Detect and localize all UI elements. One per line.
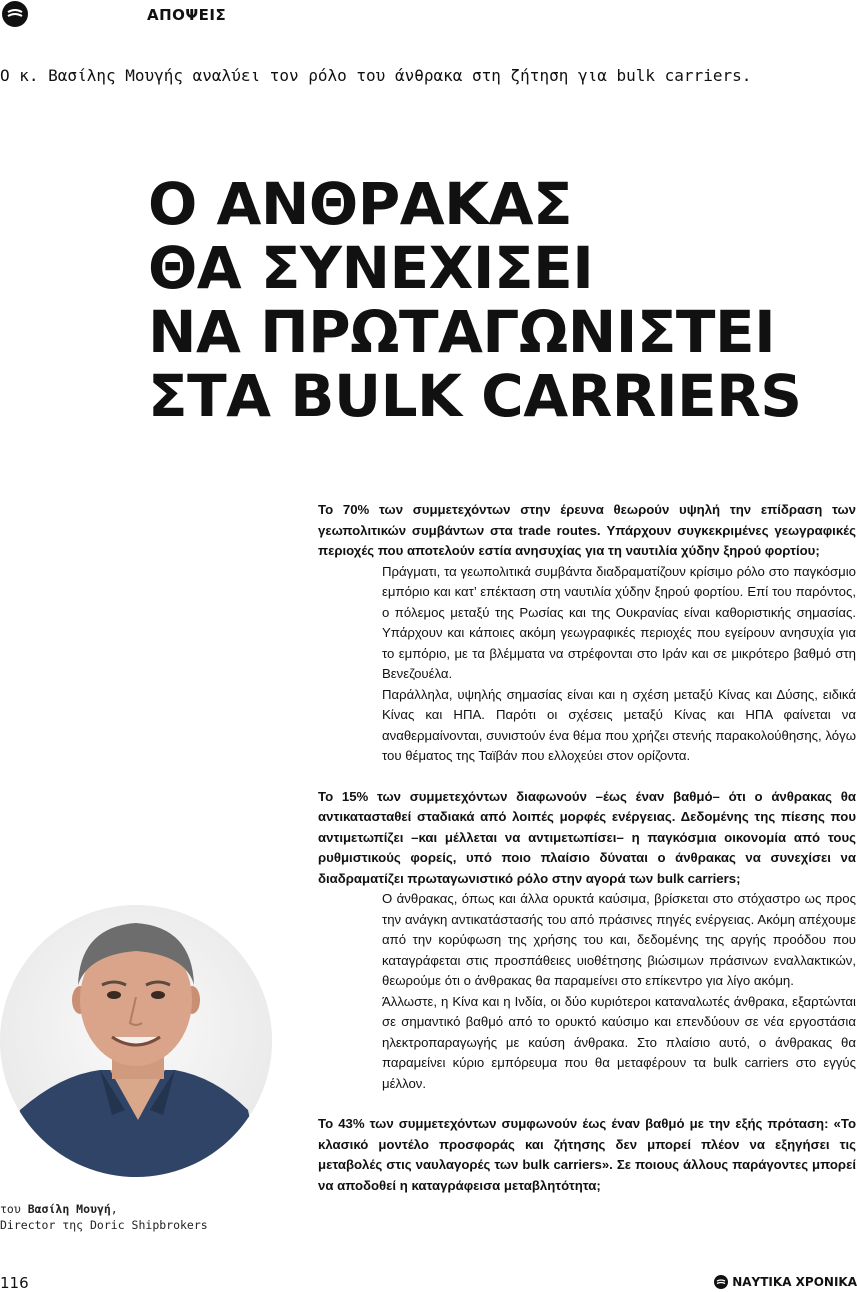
magazine-logo-icon <box>2 1 28 27</box>
portrait-photo <box>0 905 272 1177</box>
headline-line: ΘΑ ΣΥΝΕΧΙΣΕΙ <box>148 234 594 302</box>
caption-name: Βασίλη Μουγή <box>27 1202 111 1216</box>
question-1: Το 70% των συμμετεχόντων στην έρευνα θεωρούν υψηλή την επίδραση των γεωπολιτικών συμβάντων στα trade routes. Υπάρχουν συγκεκριμένες γεωγραφικές περιοχές που αποτελούν εστία ανησυχίας για τη ναυτιλία χύδην ξηρού φορτίου; <box>318 502 856 558</box>
headline-line: ΝΑ ΠΡΩΤΑΓΩΝΙΣΤΕΙ <box>148 298 776 366</box>
headline-line: Ο ΑΝΘΡΑΚΑΣ <box>148 170 573 238</box>
caption-role: Director της Doric Shipbrokers <box>0 1218 208 1232</box>
page-number: 116 <box>0 1274 29 1292</box>
headline-line: ΣΤΑ BULK CARRIERS <box>148 362 802 430</box>
brand-name: ΝΑΥΤΙΚΑ ΧΡΟΝΙΚΑ <box>732 1275 857 1289</box>
answer-1-paragraph-1: Πράγματι, τα γεωπολιτικά συμβάντα διαδραματίζουν κρίσιμο ρόλο στο παγκόσμιο εμπόριο και κατ’ επέκταση στη ναυτιλία χύδην ξηρού φορτίου. Επί του παρόντος, ο πόλεμος μεταξύ της Ρωσίας και της Ουκρανίας είναι καθοριστικής σημασίας. Υπάρχουν και κάποιες ακόμη γεωγραφικές περιοχές που εγείρουν ανησυχία για το εμπόριο, με τα βλέμματα να στρέφονται στο Ιράν και σε μικρότερο βαθμό στη Βενεζουέλα. <box>382 563 856 681</box>
footer-brand <box>714 1275 857 1289</box>
caption-prefix: του <box>0 1202 28 1216</box>
brand-logo-icon <box>714 1275 728 1289</box>
answer-2-paragraph-1: Ο άνθρακας, όπως και άλλα ορυκτά καύσιμα, βρίσκεται στο στόχαστρο ως προς την ανάγκη αντικατάστασής του από πράσινες πηγές ενέργειας. Ακόμη απέχουμε από την κορύφωση της χρήσης του και, δεδομένης της αργής προόδου που καταγράφεται στις προσπάθειες υιοθέτησης βιώσιμων πράσινων εναλλακτικών, θεωρούμε ότι ο άνθρακας θα παραμείνει στο επίκεντρο για λίγο ακόμη. <box>382 891 856 988</box>
section-label: ΑΠΟΨΕΙΣ <box>147 6 227 24</box>
question-2: Το 15% των συμμετεχόντων διαφωνούν –έως έναν βαθμό– ότι ο άνθρακας θα αντικατασταθεί σταδιακά από λοιπές μορφές ενέργειας. Δεδομένης της πίεσης που αντιμετωπίζει –και μέλλεται να αντιμετωπίσει– η παγκόσμια οικονομία από τους ρυθμιστικούς φορείς, υπό ποιο πλαίσιο δύναται ο άνθρακας να συνεχίσει να διαδραματίζει πρωταγωνιστικό ρόλο στην αγορά των bulk carriers; <box>318 788 856 886</box>
article-lede: Ο κ. Βασίλης Μουγής αναλύει τον ρόλο του άνθρακα στη ζήτηση για bulk carriers. <box>0 66 752 85</box>
headline <box>148 172 802 428</box>
article-body <box>318 500 856 1196</box>
caption-suffix: , <box>110 1202 118 1216</box>
question-3: Το 43% των συμμετεχόντων συμφωνούν έως έναν βαθμό με την εξής πρόταση: «Το κλασικό μοντέλο προσφοράς και ζήτησης δεν μπορεί πλέον να εξηγήσει τις μεταβολές στις ναυλαγορές των bulk carriers». Σε ποιους άλλους παράγοντες μπορεί να αποδοθεί η καταγράφεισα μεταβλητότητα; <box>318 1116 856 1193</box>
photo-caption <box>0 1201 208 1233</box>
answer-2-paragraph-2: Άλλωστε, η Κίνα και η Ινδία, οι δύο κυριότεροι καταναλωτές άνθρακα, εξαρτώνται σε σημαντικό βαθμό από το ορυκτό καύσιμο και επενδύουν σε νέα εργοστάσια ηλεκτροπαραγωγής με καύση άνθρακα. Στο πλαίσιο αυτό, ο άνθρακας θα παραμείνει κύριο εμπόρευμα που θα μεταφέρουν τα bulk carriers στο εγγύς μέλλον. <box>382 993 856 1091</box>
answer-1-paragraph-2: Παράλληλα, υψηλής σημασίας είναι και η σχέση μεταξύ Κίνας και Δύσης, ειδικά Κίνας και ΗΠΑ. Παρότι οι σχέσεις μεταξύ Κίνας και ΗΠΑ φαίνεται να αναθερμαίνονται, συνιστούν ένα θέμα που χρήζει στενής παρακολούθησης, λόγω του θέματος της Ταϊβάν που ελλοχεύει στον ορίζοντα. <box>382 686 856 763</box>
